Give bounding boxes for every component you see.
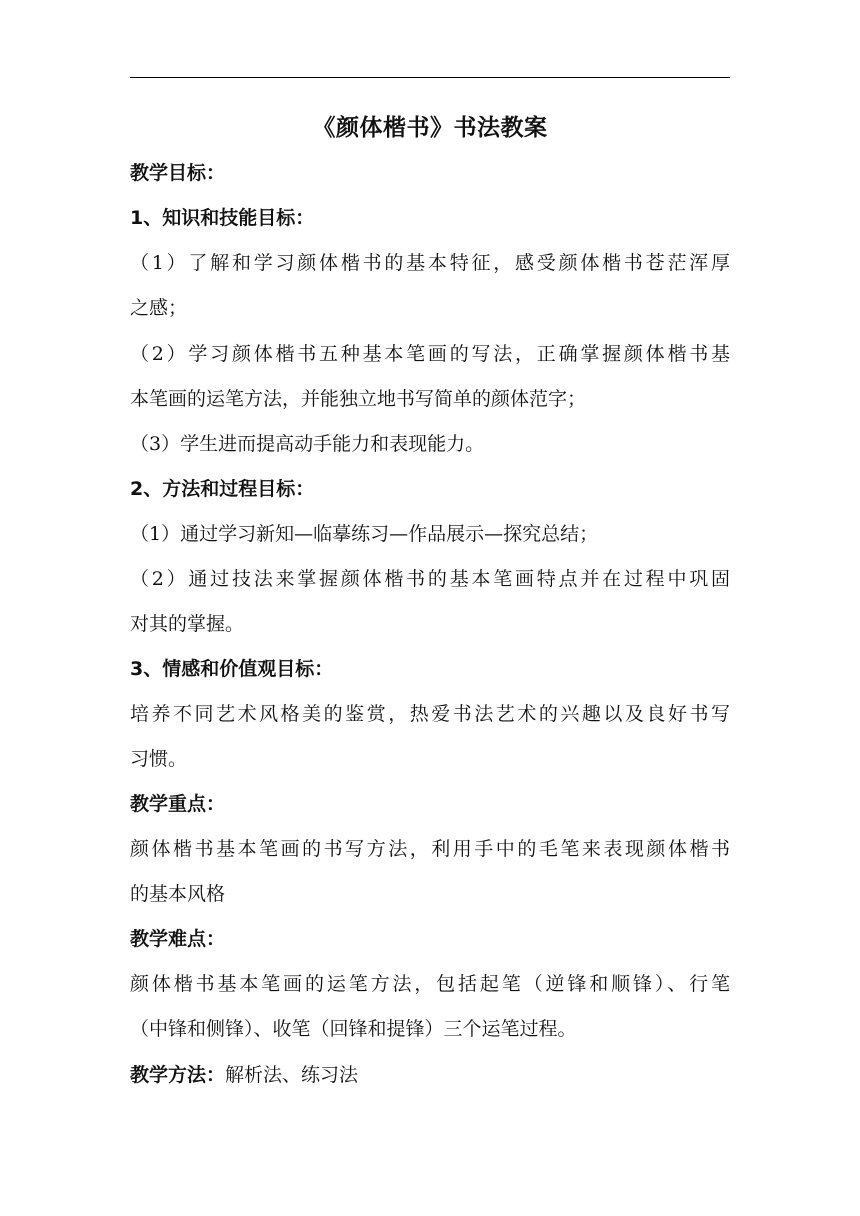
goal-2-heading: 2、方法和过程目标： <box>130 478 315 500</box>
goal-1-heading: 1、知识和技能目标： <box>130 207 315 229</box>
header-rule <box>130 77 730 78</box>
teaching-methods-value: 解析法、练习法 <box>225 1064 359 1086</box>
goal-1-item-2-line-1: （2）学习颜体楷书五种基本笔画的写法，正确掌握颜体楷书基 <box>130 343 730 365</box>
difficulties-heading: 教学难点： <box>130 928 226 950</box>
goal-3-text-line-2: 习惯。 <box>130 748 188 770</box>
key-points-line-1: 颜体楷书基本笔画的书写方法，利用手中的毛笔来表现颜体楷书 <box>130 838 730 860</box>
key-points-heading: 教学重点： <box>130 793 226 815</box>
teaching-methods-label: 教学方法： <box>130 1064 226 1086</box>
goal-3-text-line-1: 培养不同艺术风格美的鉴赏，热爱书法艺术的兴趣以及良好书写 <box>130 703 730 725</box>
teaching-goals-heading: 教学目标： <box>130 162 226 184</box>
difficulties-line-2: （中锋和侧锋）、收笔（回锋和提锋）三个运笔过程。 <box>130 1018 577 1040</box>
teaching-methods-line <box>130 1052 730 1098</box>
difficulties-line-1: 颜体楷书基本笔画的运笔方法，包括起笔（逆锋和顺锋）、行笔 <box>130 973 730 995</box>
document-title: 《颜体楷书》书法教案 <box>312 115 548 141</box>
goal-1-item-3: （3）学生进而提高动手能力和表现能力。 <box>130 433 485 455</box>
key-points-line-2: 的基本风格 <box>130 883 226 905</box>
goal-3-heading: 3、情感和价值观目标： <box>130 658 334 680</box>
goal-2-item-2-line-2: 对其的掌握。 <box>130 613 245 635</box>
goal-1-item-2-line-2: 本笔画的运笔方法，并能独立地书写简单的颜体范字； <box>130 388 587 410</box>
goal-2-item-2-line-1: （2）通过技法来掌握颜体楷书的基本笔画特点并在过程中巩固 <box>130 568 730 590</box>
goal-2-item-1: （1）通过学习新知—临摹练习—作品展示—探究总结； <box>130 523 599 545</box>
goal-1-item-1-line-1: （1）了解和学习颜体楷书的基本特征，感受颜体楷书苍茫浑厚 <box>130 252 730 274</box>
goal-1-item-1-line-2: 之感； <box>130 297 188 319</box>
